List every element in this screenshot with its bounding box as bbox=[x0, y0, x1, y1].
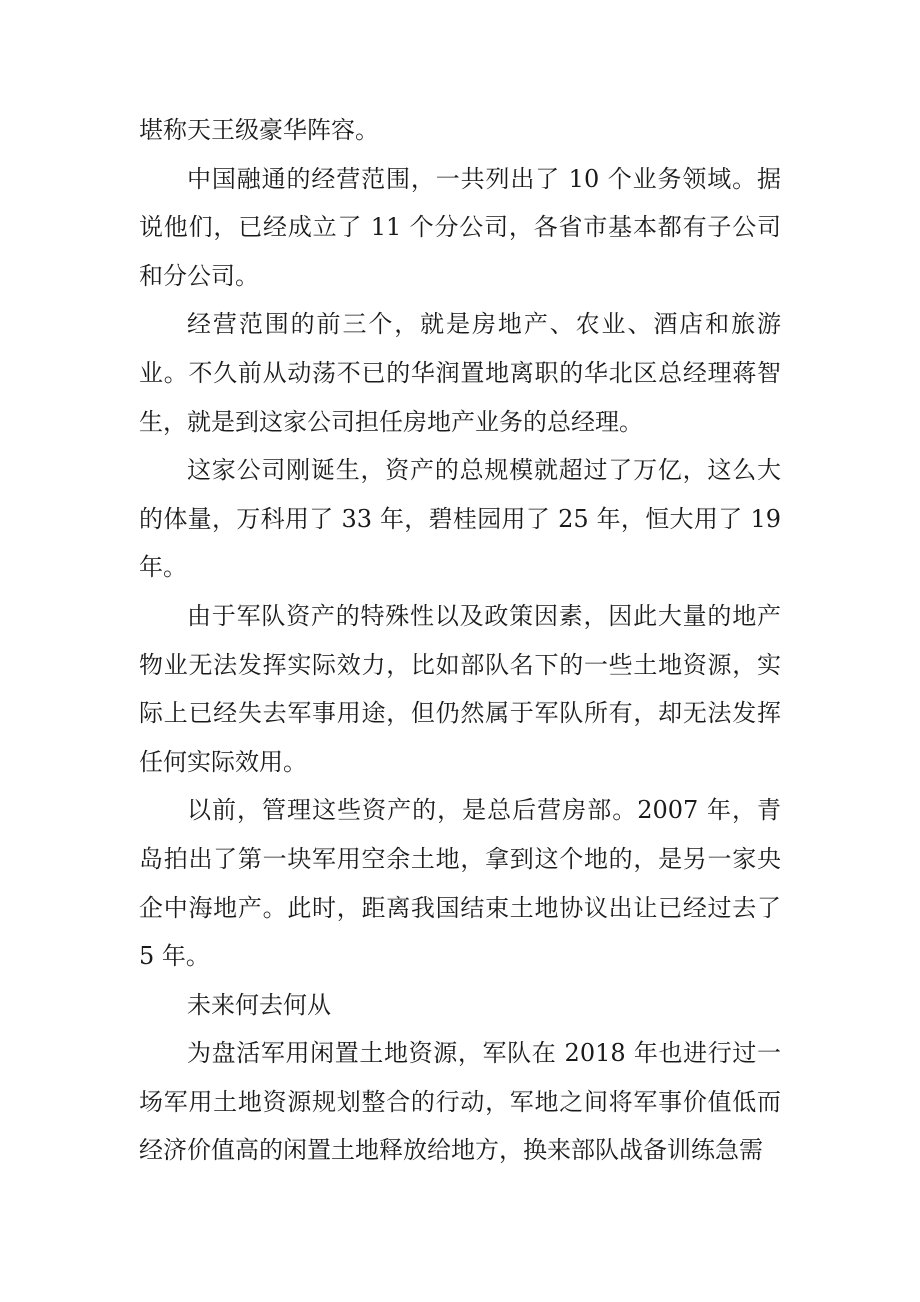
paragraph-military-assets: 由于军队资产的特殊性以及政策因素，因此大量的地产物业无法发挥实际效力，比如部队名下的一些土地资源，实际上已经失去军事用途，但仍然属于军队所有，却无法发挥任何实际效用。 bbox=[139, 601, 781, 776]
paragraph-asset-scale: 这家公司刚诞生，资产的总规模就超过了万亿，这么大的体量，万科用了 33 年，碧桂园用了 25 年，恒大用了 19 年。 bbox=[139, 456, 781, 582]
paragraph-continuation: 堪称天王级豪华阵容。 bbox=[139, 116, 379, 144]
paragraph-land-integration: 为盘活军用闲置土地资源，军队在 2018 年也进行过一场军用土地资源规划整合的行动，军地之间将军事价值低而经济价值高的闲置土地释放给地方，换来部队战备训练急需 bbox=[139, 1039, 781, 1165]
section-heading-future: 未来何去何从 bbox=[187, 990, 331, 1019]
paragraph-history: 以前，管理这些资产的，是总后营房部。2007 年，青岛拍出了第一块军用空余土地，拿到这个地的，是另一家央企中海地产。此时，距离我国结束土地协议出让已经过去了 5 年。 bbox=[139, 796, 781, 971]
paragraph-business-scope: 中国融通的经营范围，一共列出了 10 个业务领域。据说他们，已经成立了 11 个分公司，各省市基本都有子公司和分公司。 bbox=[139, 164, 781, 290]
document-body bbox=[139, 106, 781, 1175]
paragraph-top-three-businesses: 经营范围的前三个，就是房地产、农业、酒店和旅游业。不久前从动荡不已的华润置地离职的华北区总经理蒋智生，就是到这家公司担任房地产业务的总经理。 bbox=[139, 310, 781, 436]
